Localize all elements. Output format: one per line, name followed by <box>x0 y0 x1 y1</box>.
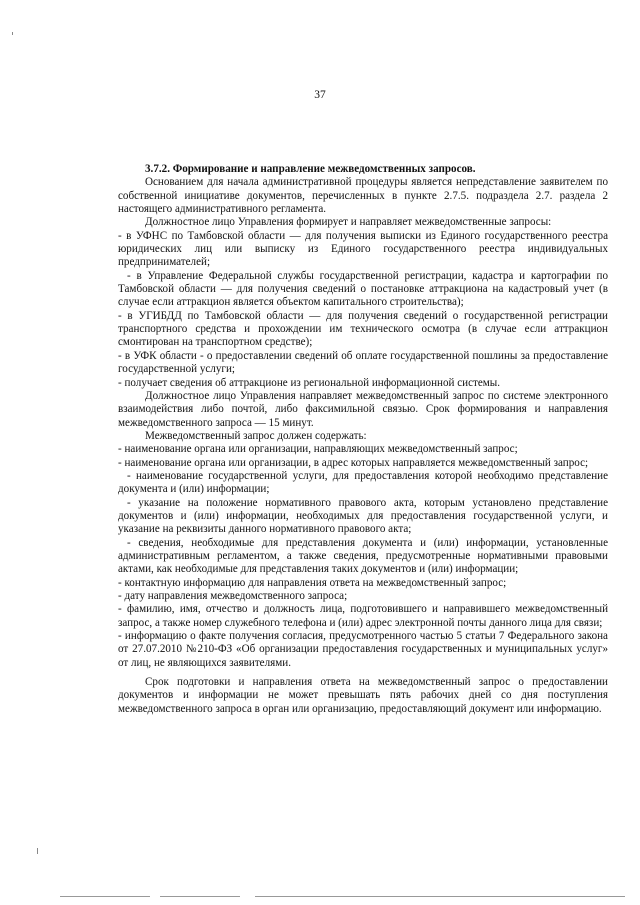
list-item: - в УФНС по Тамбовской области — для получения выписки из Единого государственного реестра юридических лиц или выписку из Единого государственного реестра индивидуальных предпринимателей; <box>118 229 608 269</box>
scan-bottom-edge <box>160 896 240 897</box>
paragraph: Основанием для начала административной процедуры является непредставление заявителем по собственной инициативе документов, перечисленных в пункте 2.7.5. подраздела 2.7. раздела 2 настоящего административного регламента. <box>118 176 608 216</box>
list-item: - в УГИБДД по Тамбовской области — для получения сведений о государственной регистрации транспортного средства и прохождении им технического осмотра (в случае если аттракцион смонтирован на транспортном средстве); <box>118 309 608 349</box>
list-item: - в Управление Федеральной службы государственной регистрации, кадастра и картографии по Тамбовской области — для получения сведений о постановке аттракциона на кадастровый учет (в случае если аттракцион является объектом капитального строительства); <box>118 269 608 309</box>
list-item: - наименование органа или организации, направляющих межведомственный запрос; <box>118 443 518 456</box>
list-item: - наименование органа или организации, в адрес которых направляется межведомственный запрос; <box>118 456 589 469</box>
list-item: - фамилию, имя, отчество и должность лица, подготовившего и направившего межведомственный запрос, а также номер служебного телефона и (или) адрес электронной почты данного лица для связи; <box>118 603 608 629</box>
paragraph: Срок подготовки и направления ответа на межведомственный запрос о предоставлении документов и информации не может превышать пять рабочих дней со дня поступления межведомственного запроса в орган или организацию, предоставляющий документ или информацию. <box>118 676 608 715</box>
list-item: - дату направления межведомственного запроса; <box>118 590 348 602</box>
list-item: - контактную информацию для направления ответа на межведомственный запрос; <box>118 576 507 589</box>
section-title: 3.7.2. Формирование и направление межведомственных запросов. <box>145 163 476 175</box>
list-item: - сведения, необходимые для представления документа и (или) информации, установленные административным регламентом, а также сведения, предусмотренные нормативными правовыми актами, как необходимые для представления таких документов и (или) информации; <box>118 536 608 576</box>
list-item: - получает сведения об аттракционе из региональной информационной системы. <box>118 376 501 389</box>
document-body <box>118 163 608 716</box>
list-item: - наименование государственной услуги, для предоставления которой необходимо представление документа и (или) информации; <box>118 469 608 496</box>
paragraph: Должностное лицо Управления формирует и направляет межведомственные запросы: <box>145 216 552 229</box>
paragraph: Должностное лицо Управления направляет межведомственный запрос по системе электронного взаимодействия либо почтой, либо факсимильной связью. Срок формирования и направления межведомственного запроса — 15 минут. <box>118 389 608 429</box>
list-item: - указание на положение нормативного правового акта, которым установлено представление документов и (или) информации, необходимых для предоставления государственной услуги, и указание на реквизиты данного нормативного правового акта; <box>118 496 608 536</box>
scan-bottom-edge <box>255 896 625 897</box>
scan-mark-left <box>37 848 38 854</box>
list-item: - в УФК области - о предоставлении сведений об оплате государственной пошлины за предоставление государственной услуги; <box>118 349 608 376</box>
list-item: - информацию о факте получения согласия, предусмотренного частью 5 статьи 7 Федерального закона от 27.07.2010 №210-ФЗ «Об организации предоставления государственных и муниципальных услуг» от лиц, не являющихся заявителями. <box>118 630 608 669</box>
scan-mark-top <box>12 32 13 35</box>
page-number: 37 <box>314 89 326 101</box>
scan-bottom-edge <box>60 896 150 897</box>
paragraph: Межведомственный запрос должен содержать: <box>145 429 367 442</box>
